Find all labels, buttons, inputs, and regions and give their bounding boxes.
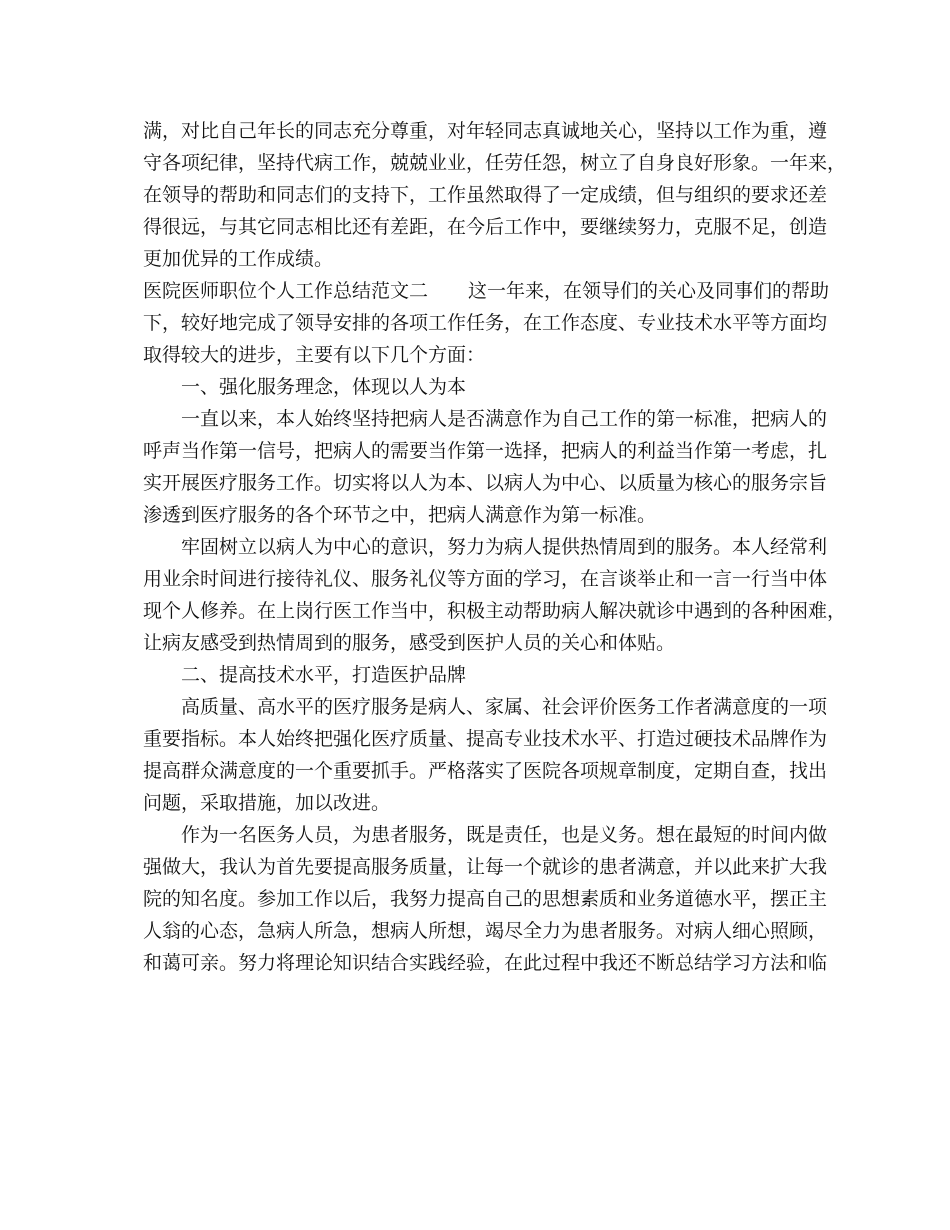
- section-title: 医院医师职位个人工作总结范文二: [143, 280, 429, 302]
- text-line: 守各项纪律，坚持代病工作，兢兢业业，任劳任怨，树立了自身良好形象。一年来，: [143, 152, 847, 174]
- section-title-line: [143, 275, 830, 307]
- text-line: 现个人修养。在上岗行医工作当中，积极主动帮助病人解决就诊中遇到的各种困难，: [143, 600, 847, 622]
- text-line: 作为一名医务人员，为患者服务，既是责任，也是义务。想在最短的时间内做: [181, 824, 828, 846]
- text-line: 人翁的心态，急病人所急，想病人所想，竭尽全力为患者服务。对病人细心照顾，: [143, 920, 828, 942]
- text-line: 下，较好地完成了领导安排的各项工作任务，在工作态度、专业技术水平等方面均: [143, 312, 828, 334]
- subheading: 一、强化服务理念，体现以人为本: [181, 376, 467, 398]
- text-line: 得很远，与其它同志相比还有差距，在今后工作中，要继续努力，克服不足，创造: [143, 216, 828, 238]
- text-line: 重要指标。本人始终把强化医疗质量、提高专业技术水平、打造过硬技术品牌作为: [143, 728, 828, 750]
- text-line: 取得较大的进步，主要有以下几个方面：: [143, 344, 486, 366]
- text-line: 牢固树立以病人为中心的意识，努力为病人提供热情周到的服务。本人经常利: [181, 536, 828, 558]
- text-line: 和蔼可亲。努力将理论知识结合实践经验，在此过程中我还不断总结学习方法和临: [143, 952, 828, 974]
- subheading: 二、提高技术水平，打造医护品牌: [181, 664, 467, 686]
- text-line: 更加优异的工作成绩。: [143, 248, 334, 270]
- document-body: [143, 115, 847, 979]
- text-line: 渗透到医疗服务的各个环节之中，把病人满意作为第一标准。: [143, 504, 657, 526]
- text-line: 满，对比自己年长的同志充分尊重，对年轻同志真诚地关心，坚持以工作为重，遵: [143, 120, 828, 142]
- text-line: 用业余时间进行接待礼仪、服务礼仪等方面的学习，在言谈举止和一言一行当中体: [143, 568, 828, 590]
- text-line: 实开展医疗服务工作。切实将以人为本、以病人为中心、以质量为核心的服务宗旨: [143, 472, 828, 494]
- text-line: 院的知名度。参加工作以后，我努力提高自己的思想素质和业务道德水平，摆正主: [143, 888, 828, 910]
- text-line: 呼声当作第一信号，把病人的需要当作第一选择，把病人的利益当作第一考虑，扎: [143, 440, 828, 462]
- text-line: 提高群众满意度的一个重要抓手。严格落实了医院各项规章制度，定期自查，找出: [143, 760, 828, 782]
- text-line: 问题，采取措施，加以改进。: [143, 792, 391, 814]
- text-line: 在领导的帮助和同志们的支持下，工作虽然取得了一定成绩，但与组织的要求还差: [143, 184, 828, 206]
- text-line: 一直以来，本人始终坚持把病人是否满意作为自己工作的第一标准，把病人的: [181, 408, 828, 430]
- text-line: 高质量、高水平的医疗服务是病人、家属、社会评价医务工作者满意度的一项: [181, 696, 828, 718]
- text-line: 让病友感受到热情周到的服务，感受到医护人员的关心和体贴。: [143, 632, 676, 654]
- text-line-segment: 这一年来，在领导们的关心及同事们的帮助: [468, 280, 830, 302]
- text-line: 强做大，我认为首先要提高服务质量，让每一个就诊的患者满意，并以此来扩大我: [143, 856, 828, 878]
